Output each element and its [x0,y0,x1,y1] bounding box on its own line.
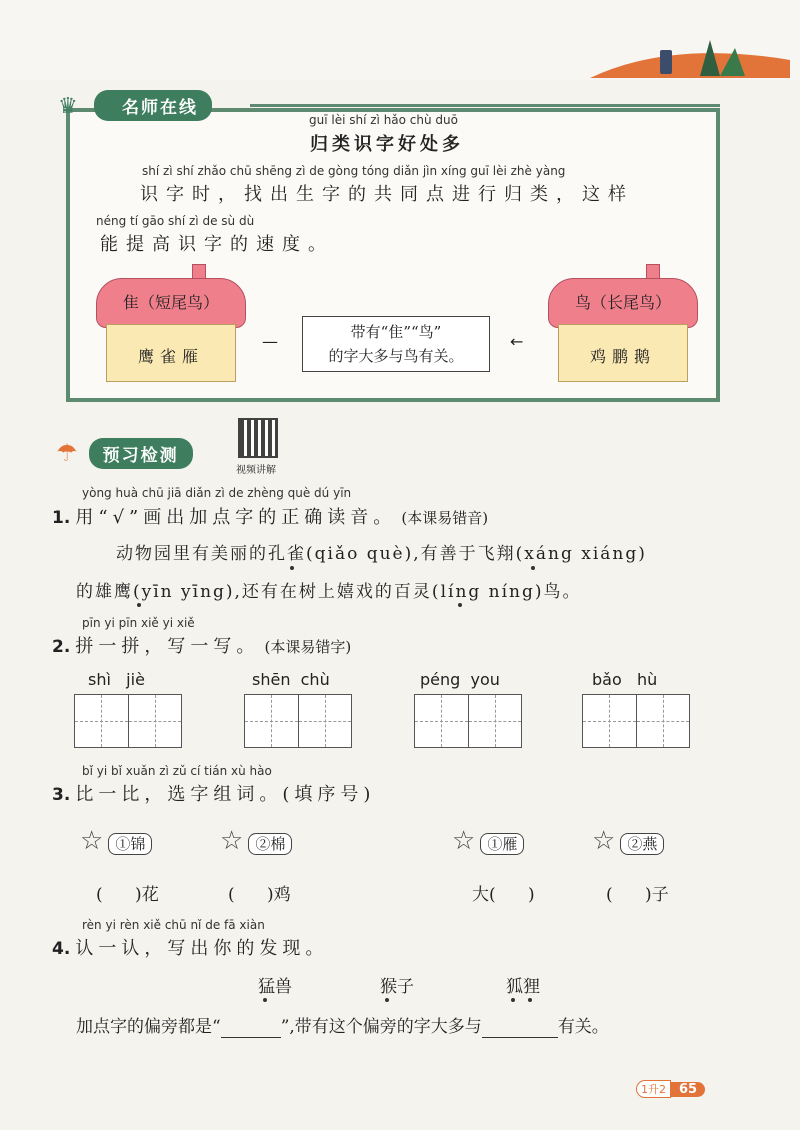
q1-dot-que [290,566,294,570]
left-house-wall-label: 鹰雀雁 [137,347,204,366]
right-arrow: ← [510,332,524,351]
umbrella-icon: ☂ [56,439,78,467]
q3-choice-4 [592,826,664,856]
q2-pinyin: pīn yi pīn xiě yi xiě [82,616,195,630]
left-house [96,262,246,382]
q1-number: 1. [52,508,71,528]
line2-pinyin: néng tí gāo shí zì de sù dù [96,214,255,228]
preview-label: 预习检测 [89,438,193,469]
q3-prompt-row [52,780,375,806]
star-icon: ☆ [592,826,616,856]
line1-pinyin: shí zì shí zhǎo chū shēng zì de gòng tóng diǎn jìn xíng guī lèi zhè yàng [142,164,566,178]
q3-prompt: 比一比，选字组词。(填序号) [75,784,376,805]
q1-note: (本课易错音) [401,509,489,527]
q2-prompt-row [52,632,351,658]
q2-box2-pinyin: shēn chù [252,670,330,689]
right-house-roof-label: 鸟（长尾鸟） [574,293,671,312]
q4-sentence-part-a: 加点字的偏旁都是“ [76,1017,221,1037]
q4-blank-radical[interactable] [221,1017,281,1038]
q2-note: (本课易错字) [264,638,352,656]
center-note-box [302,316,490,372]
qr-label: 视频讲解 [236,465,276,476]
q2-number: 2. [52,637,71,657]
q2-writing-box-2[interactable] [244,694,352,748]
left-house-roof-label: 隹（短尾鸟） [122,293,219,312]
q2-prompt: 拼一拼，写一写。 [75,636,260,657]
right-house [548,262,698,382]
panel-top-line [250,104,720,107]
q2-writing-box-3[interactable] [414,694,522,748]
star-icon: ☆ [452,826,476,856]
title-pinyin: guī lèi shí zì hǎo chù duō [309,113,458,127]
qr-code-icon[interactable] [238,418,278,458]
q2-writing-box-1[interactable] [74,694,182,748]
q1-prompt: 用“√”画出加点字的正确读音。 [75,507,397,528]
q1-dot-xiang [531,566,535,570]
q3-fill-4[interactable]: ( )子 [606,885,669,905]
q2-box4-pinyin: bǎo hù [592,670,658,689]
q3-choice-4-label: ②燕 [620,833,664,855]
q3-choice-1-label: ①锦 [108,833,152,855]
q1-prompt-row [52,503,488,529]
q4-dot-3b [528,998,532,1002]
q3-choice-3 [452,826,524,856]
q1-line1: 动物园里有美丽的孔雀(qiǎo què),有善于飞翔(xáng xiáng) [116,544,647,564]
q4-sentence [76,1012,609,1038]
left-arrow: — [262,332,278,351]
q1-pinyin: yòng huà chū jiā diǎn zì de zhèng què dú yīn [82,486,352,500]
q1-line2: 的雄鹰(yīn yīng),还有在树上嬉戏的百灵(líng níng)鸟。 [76,582,582,602]
q4-prompt-row [52,934,328,960]
crown-icon: ♛ [58,94,78,119]
q3-fill-3[interactable]: 大( ) [472,885,535,905]
q4-dot-3a [511,998,515,1002]
q4-sentence-part-c: 有关。 [557,1017,609,1037]
q4-pinyin: rèn yi rèn xiě chū nǐ de fā xiàn [82,918,265,932]
q1-dot-ling [458,603,462,607]
q4-dot-1 [263,998,267,1002]
center-note-line1: 带有“隹”“鸟” [350,323,442,341]
q1-dot-ying [137,603,141,607]
q3-choice-2 [220,826,292,856]
q4-word-3: 狐狸 [506,977,540,997]
q4-prompt: 认一认，写出你的发现。 [75,938,329,959]
q3-pinyin: bǐ yi bǐ xuǎn zì zǔ cí tián xù hào [82,764,272,778]
q4-blank-topic[interactable] [482,1017,558,1038]
teacher-online-header [58,90,212,121]
q3-number: 3. [52,785,71,805]
q4-word-1: 猛兽 [258,977,292,997]
panel-title: 归类识字好处多 [310,134,464,155]
q4-word-2: 猴子 [380,977,414,997]
right-house-wall-label: 鸡鹏鹅 [589,347,656,366]
q3-fill-1[interactable]: ( )花 [96,885,159,905]
teacher-online-label: 名师在线 [94,90,212,121]
q4-number: 4. [52,939,71,959]
page-number: 65 [671,1082,705,1097]
q2-box3-pinyin: péng you [420,670,500,689]
center-note-line2: 的字大多与鸟有关。 [328,347,464,365]
line1-text: 识字时，找出生字的共同点进行归类，这样 [140,184,634,205]
grade-label: 1升2 [636,1080,671,1098]
q3-choice-2-label: ②棉 [248,833,292,855]
q4-dot-2 [385,998,389,1002]
line2-text: 能提高识字的速度。 [100,234,334,255]
preview-header [56,438,193,469]
q3-choice-1 [80,826,152,856]
q4-sentence-part-b: ”,带有这个偏旁的字大多与 [280,1017,482,1037]
page-badge [636,1078,716,1098]
beach-decoration-icon [580,30,800,80]
star-icon: ☆ [220,826,244,856]
q2-box1-pinyin: shì jiè [88,670,145,689]
q3-choice-3-label: ①雁 [480,833,524,855]
star-icon: ☆ [80,826,104,856]
q3-fill-2[interactable]: ( )鸡 [228,885,291,905]
q2-writing-box-4[interactable] [582,694,690,748]
